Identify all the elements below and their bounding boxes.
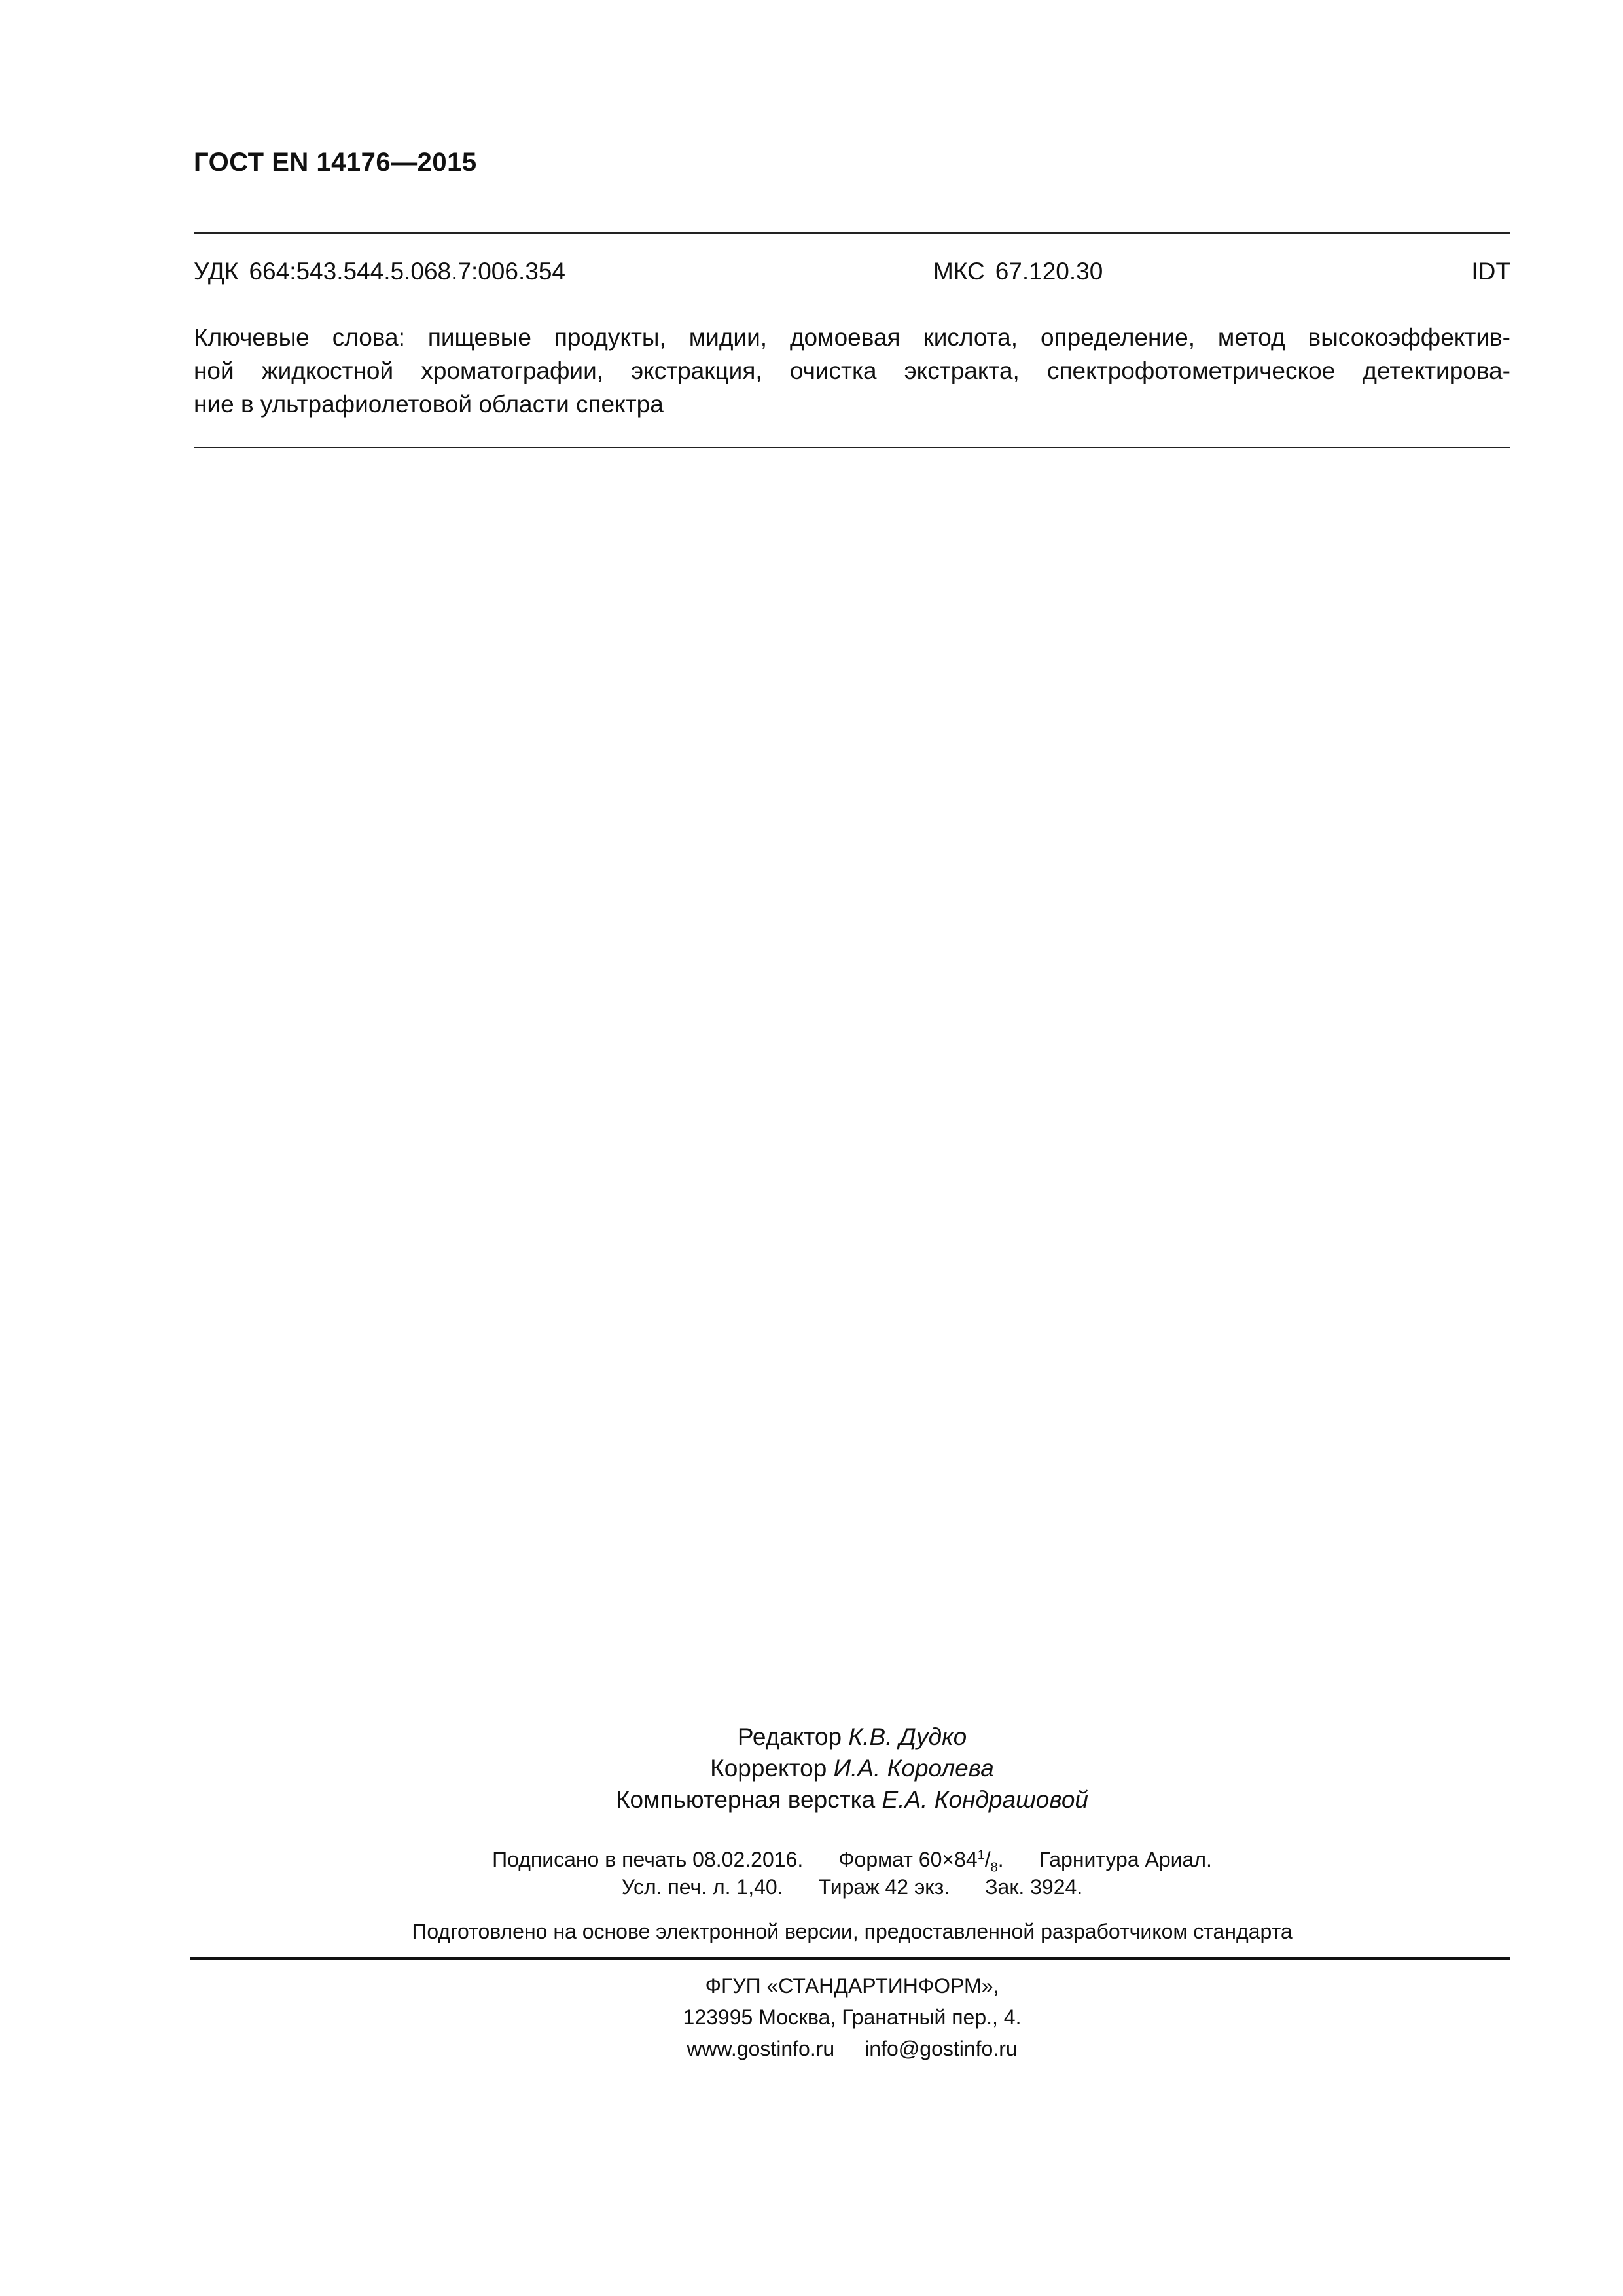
layout-line [194,1784,1510,1816]
typeface: Гарнитура Ариал. [1039,1848,1212,1871]
imprint-block [194,1846,1510,1901]
order-number: Зак. 3924. [985,1875,1083,1899]
publisher-name: ФГУП «СТАНДАРТИНФОРМ», [705,1974,999,1998]
equivalence-degree: IDT [1471,258,1510,285]
printed-sheets: Усл. печ. л. 1,40. [621,1875,783,1899]
udk-code [194,258,565,285]
publisher-email[interactable]: info@gostinfo.ru [865,2037,1018,2060]
imprint-line-2 [194,1873,1510,1901]
layout-label: Компьютерная верстка [615,1786,876,1813]
corrector-label: Корректор [710,1755,827,1782]
top-divider [194,232,1510,234]
corrector-name: И.А. Королева [833,1755,994,1782]
signed-date: Подписано в печать 08.02.2016. [492,1848,804,1871]
editor-line [194,1721,1510,1753]
mks-code [933,258,1103,285]
keywords-line: ние в ультрафиолетовой области спектра [194,391,664,418]
prepared-note: Подготовлено на основе электронной версии, предоставленной разработчиком стандарта [412,1920,1293,1943]
udk-value: 664:543.544.5.068.7:006.354 [249,258,565,285]
publisher-block [194,1970,1510,2064]
print-run: Тираж 42 экз. [818,1875,950,1899]
keywords-line: ной жидкостной хроматографии, экстракция, очистка экстракта, спектрофотометрическое детектирова- [194,357,1510,384]
imprint-line-1 [194,1846,1510,1873]
publisher-contacts [194,2033,1510,2064]
udk-label: УДК [194,258,239,285]
publisher-website[interactable]: www.gostinfo.ru [687,2037,835,2060]
keywords-divider [194,447,1510,448]
paper-format: Формат $60\times 84^1/_8$. [838,1848,1004,1875]
layout-name: Е.А. Кондрашовой [882,1786,1089,1813]
classification-codes-row [194,258,1510,291]
mks-value: 67.120.30 [995,258,1103,285]
publisher-address: 123995 Москва, Гранатный пер., 4. [683,2005,1022,2029]
standard-title: ГОСТ EN 14176—2015 [194,148,477,177]
corrector-line [194,1753,1510,1784]
keywords-paragraph [194,321,1510,421]
editor-name: К.В. Дудко [848,1723,967,1750]
publisher-divider [190,1957,1510,1960]
credits-block [194,1721,1510,1816]
mks-label: МКС [933,258,985,285]
keywords-line: Ключевые слова: пищевые продукты, мидии, домоевая кислота, определение, метод высокоэффектив- [194,324,1510,351]
editor-label: Редактор [737,1723,842,1750]
